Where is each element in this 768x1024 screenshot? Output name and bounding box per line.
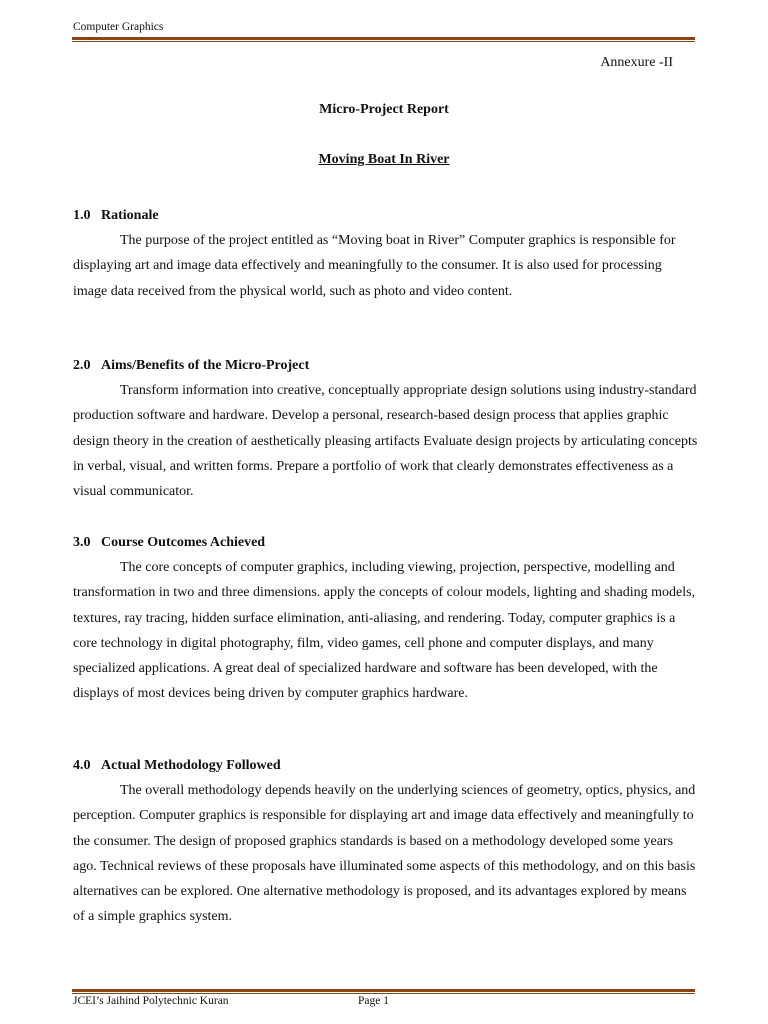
section-aims [73, 353, 698, 504]
section-methodology [73, 753, 698, 930]
page-number: Page 1 [358, 995, 389, 1007]
section-body: Transform information into creative, conceptually appropriate design solutions using industry-standard production software and hardware. Develop a personal, research-based design process that applies graphic design theory in the creation of aesthetically pleasing artifacts Evaluate design projects by articulating concepts in verbal, visual, and written forms. Prepare a portfolio of work that clearly demonstrates effectiveness as a visual communicator. [73, 383, 698, 500]
section-body: The overall methodology depends heavily on the underlying sciences of geometry, optics, physics, and perception. Computer graphics is responsible for displaying art and image data effectively and meaningfully to the consumer. The design of proposed graphics standards is based on a methodology developed some years ago. Technical reviews of these proposals have illuminated some aspects of this methodology, and on this basis alternatives can be explored. One alternative methodology is proposed, and its advantages explored by means of a simple graphics system. [73, 783, 696, 925]
section-number: 3.0 [73, 535, 91, 550]
section-rationale [73, 203, 698, 304]
section-title: Aims/Benefits of the Micro-Project [101, 358, 310, 373]
project-title: Moving Boat In River [318, 152, 450, 167]
section-body: The core concepts of computer graphics, including viewing, projection, perspective, modelling and transformation in two and three dimensions. apply the concepts of colour models, lighting and shading models, textures, ray tracing, hidden surface elimination, anti-aliasing, and rendering. Today, computer graphics is a core technology in digital photography, film, video games, cell phone and computer displays, and many specialized applications. A great deal of specialized hardware and software has been developed, with the displays of most devices being driven by computer graphics hardware. [73, 560, 696, 702]
section-course-outcomes [73, 530, 698, 707]
section-number: 2.0 [73, 358, 91, 373]
footer-rule [72, 989, 695, 994]
section-number: 4.0 [73, 758, 91, 773]
section-heading [73, 530, 698, 555]
section-heading [73, 203, 698, 228]
section-title: Course Outcomes Achieved [101, 535, 266, 550]
section-heading [73, 753, 698, 778]
section-body: The purpose of the project entitled as “Moving boat in River” Computer graphics is responsible for displaying art and image data effectively and meaningfully to the consumer. It is also used for processing image data received from the physical world, such as photo and video content. [73, 233, 676, 299]
header-rule [72, 37, 695, 42]
running-header: Computer Graphics [73, 21, 164, 33]
section-title: Actual Methodology Followed [101, 758, 281, 773]
section-number: 1.0 [73, 208, 91, 223]
section-title: Rationale [101, 208, 159, 223]
report-title: Micro-Project Report [319, 102, 449, 117]
section-heading [73, 353, 698, 378]
footer-institution: JCEI’s Jaihind Polytechnic Kuran [73, 995, 229, 1007]
annexure-label: Annexure -II [600, 55, 673, 70]
